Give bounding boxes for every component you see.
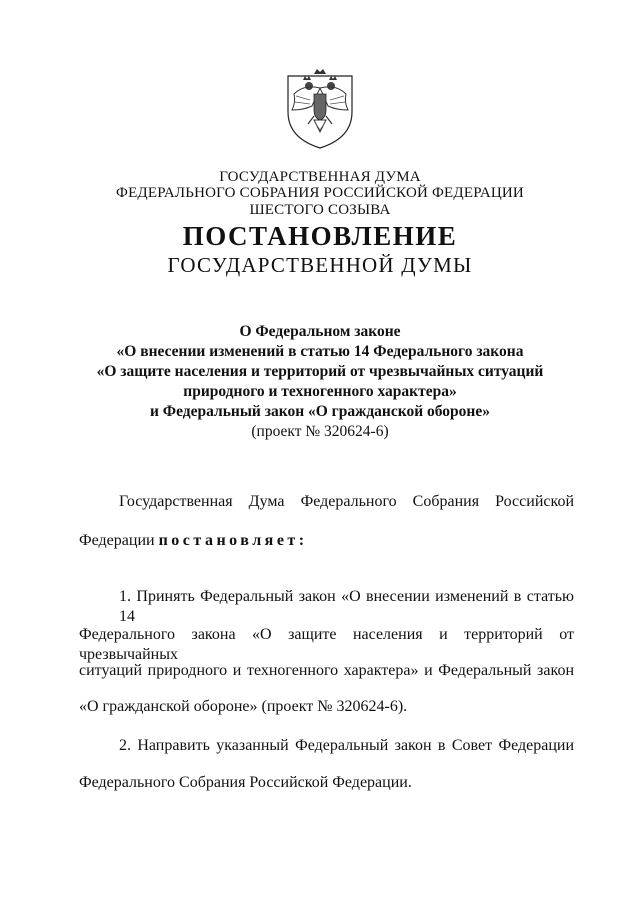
convocation: ШЕСТОГО СОЗЫВА [249, 202, 391, 218]
header-line-2 [0, 184, 640, 202]
preamble-federation: Федерации [79, 532, 159, 549]
project-number: (проект № 320624-6) [251, 423, 389, 440]
item-2-line-1: 2. Направить указанный Федеральный закон в Совет Федерации [119, 737, 574, 754]
subject-line-5: и Федеральный закон «О гражданской обороне» [149, 403, 490, 420]
item-1-line-1: 1. Принять Федеральный закон «О внесении изменений в статью 14 [119, 588, 574, 625]
subject-line-2: «О внесении изменений в статью 14 Федерального закона [116, 343, 524, 360]
item-2-line-2: Федерального Собрания Российской Федерации. [79, 774, 412, 791]
subject-line-3: «О защите населения и территорий от чрезвычайных ситуаций [96, 363, 544, 380]
header-line-3 [0, 201, 640, 219]
item-1-line-3: ситуаций природного и техногенного характера» и Федеральный закон [79, 662, 574, 679]
subject-line-1: О Федеральном законе [239, 323, 401, 340]
coat-of-arms-icon [282, 66, 358, 150]
document-subtitle: ГОСУДАРСТВЕННОЙ ДУМЫ [167, 253, 473, 277]
item-1-line-4: «О гражданской обороне» (проект № 320624-6). [79, 698, 408, 715]
item-1-line-2: Федерального закона «О защите населения и территорий от чрезвычайных [79, 626, 574, 663]
resolves-word: постановляет: [158, 532, 308, 549]
preamble-line-1: Государственная Дума Федерального Собрания Российской [119, 493, 574, 510]
chamber-name: ГОСУДАРСТВЕННАЯ ДУМА [219, 169, 421, 185]
preamble-line-2 [79, 531, 574, 551]
document-subject [0, 322, 640, 442]
assembly-name: ФЕДЕРАЛЬНОГО СОБРАНИЯ РОССИЙСКОЙ ФЕДЕРАЦИИ [116, 185, 524, 201]
document-title: ПОСТАНОВЛЕНИЕ [182, 221, 458, 251]
subject-line-4: природного и техногенного характера» [183, 383, 457, 400]
